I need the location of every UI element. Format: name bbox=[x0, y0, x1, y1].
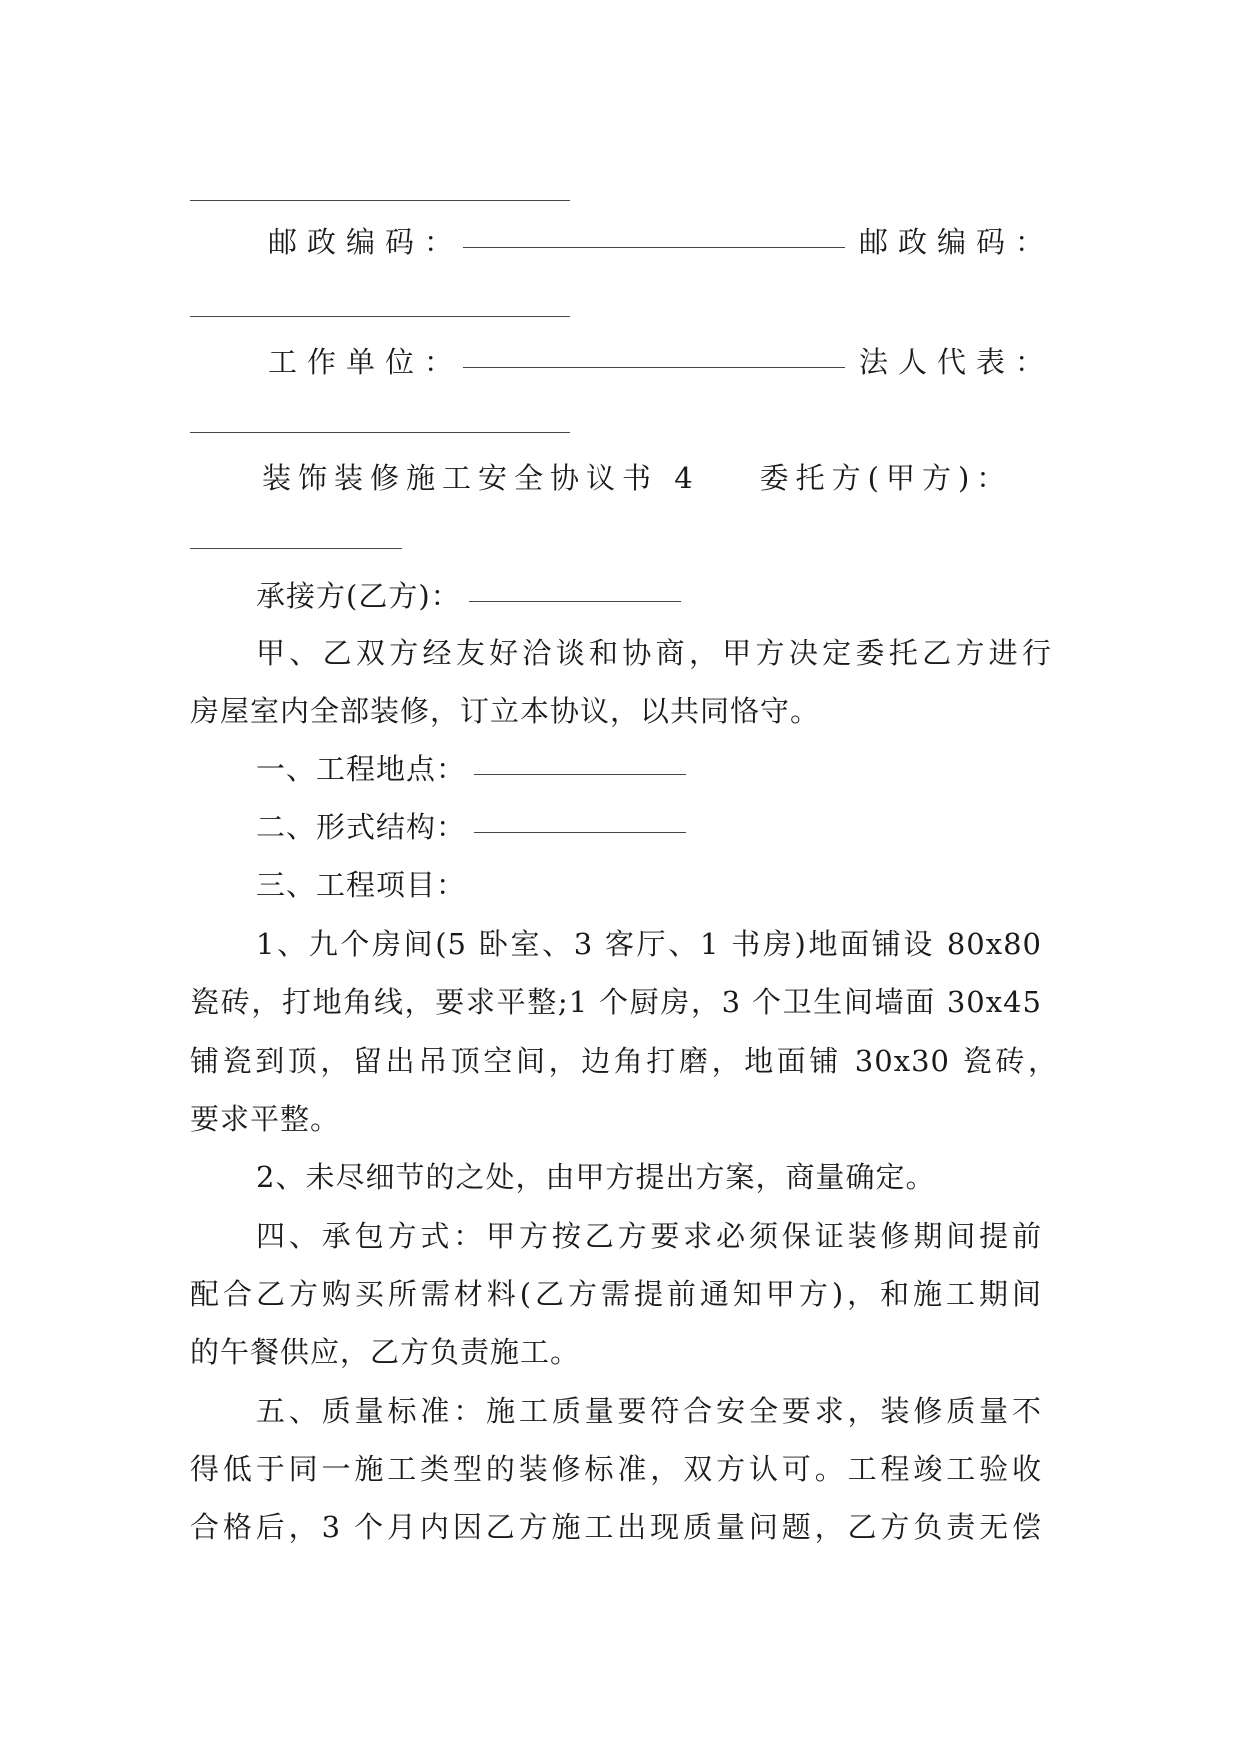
work-unit-label: 工作单位： bbox=[268, 345, 464, 379]
paragraph-line: 得低于同一施工类型的装修标准，双方认可。工程竣工验收 bbox=[190, 1452, 1042, 1486]
intro-line: 甲、乙双方经友好洽谈和协商，甲方决定委托乙方进行 bbox=[256, 636, 1052, 670]
blank-fill-line bbox=[474, 831, 686, 833]
paragraph-line: 五、质量标准：施工质量要符合安全要求，装修质量不 bbox=[256, 1394, 1042, 1428]
project-location-label: 一、工程地点： bbox=[256, 752, 467, 786]
blank-fill-line bbox=[469, 600, 681, 602]
blank-fill-line bbox=[474, 773, 686, 775]
blank-fill-line bbox=[190, 316, 570, 317]
agreement-title: 装饰装修施工安全协议书 4 bbox=[262, 461, 700, 495]
client-label: 委托方(甲方)： bbox=[759, 461, 1013, 495]
intro-line: 房屋室内全部装修，订立本协议，以共同恪守。 bbox=[190, 694, 821, 728]
paragraph-line: 瓷砖，打地角线，要求平整;1 个厨房，3 个卫生间墙面 30x45 bbox=[190, 985, 1042, 1019]
blank-fill-line bbox=[190, 200, 570, 201]
paragraph-line: 2、未尽细节的之处，由甲方提出方案，商量确定。 bbox=[256, 1160, 936, 1194]
paragraph-line: 的午餐供应，乙方负责施工。 bbox=[190, 1335, 581, 1369]
postcode-label-left: 邮政编码： bbox=[268, 225, 464, 259]
agreement-title-row bbox=[262, 458, 1072, 498]
structure-form-label: 二、形式结构： bbox=[256, 810, 467, 844]
work-unit-row bbox=[268, 342, 1068, 382]
paragraph-line: 配合乙方购买所需材料(乙方需提前通知甲方)，和施工期间 bbox=[190, 1277, 1042, 1311]
legal-rep-label: 法人代表： bbox=[859, 345, 1055, 379]
paragraph-line: 1、九个房间(5 卧室、3 客厅、1 书房)地面铺设 80x80 bbox=[256, 927, 1042, 961]
project-items-heading: 三、工程项目： bbox=[256, 868, 467, 902]
paragraph-line: 铺瓷到顶，留出吊顶空间，边角打磨，地面铺 30x30 瓷砖， bbox=[190, 1044, 1058, 1078]
paragraph-line: 要求平整。 bbox=[190, 1102, 341, 1136]
blank-fill-line bbox=[190, 432, 570, 433]
contractor-label: 承接方(乙方)： bbox=[256, 579, 461, 613]
blank-fill-line bbox=[463, 246, 845, 248]
paragraph-line: 合格后，3 个月内因乙方施工出现质量问题，乙方负责无偿 bbox=[190, 1510, 1042, 1544]
paragraph-line: 四、承包方式：甲方按乙方要求必须保证装修期间提前 bbox=[256, 1219, 1042, 1253]
postcode-label-right: 邮政编码： bbox=[859, 225, 1055, 259]
contractor-row bbox=[256, 576, 856, 616]
blank-fill-line bbox=[463, 366, 845, 368]
project-location-row bbox=[256, 749, 856, 789]
structure-form-row bbox=[256, 807, 856, 847]
blank-fill-line bbox=[190, 548, 402, 549]
postcode-row bbox=[268, 222, 1068, 262]
